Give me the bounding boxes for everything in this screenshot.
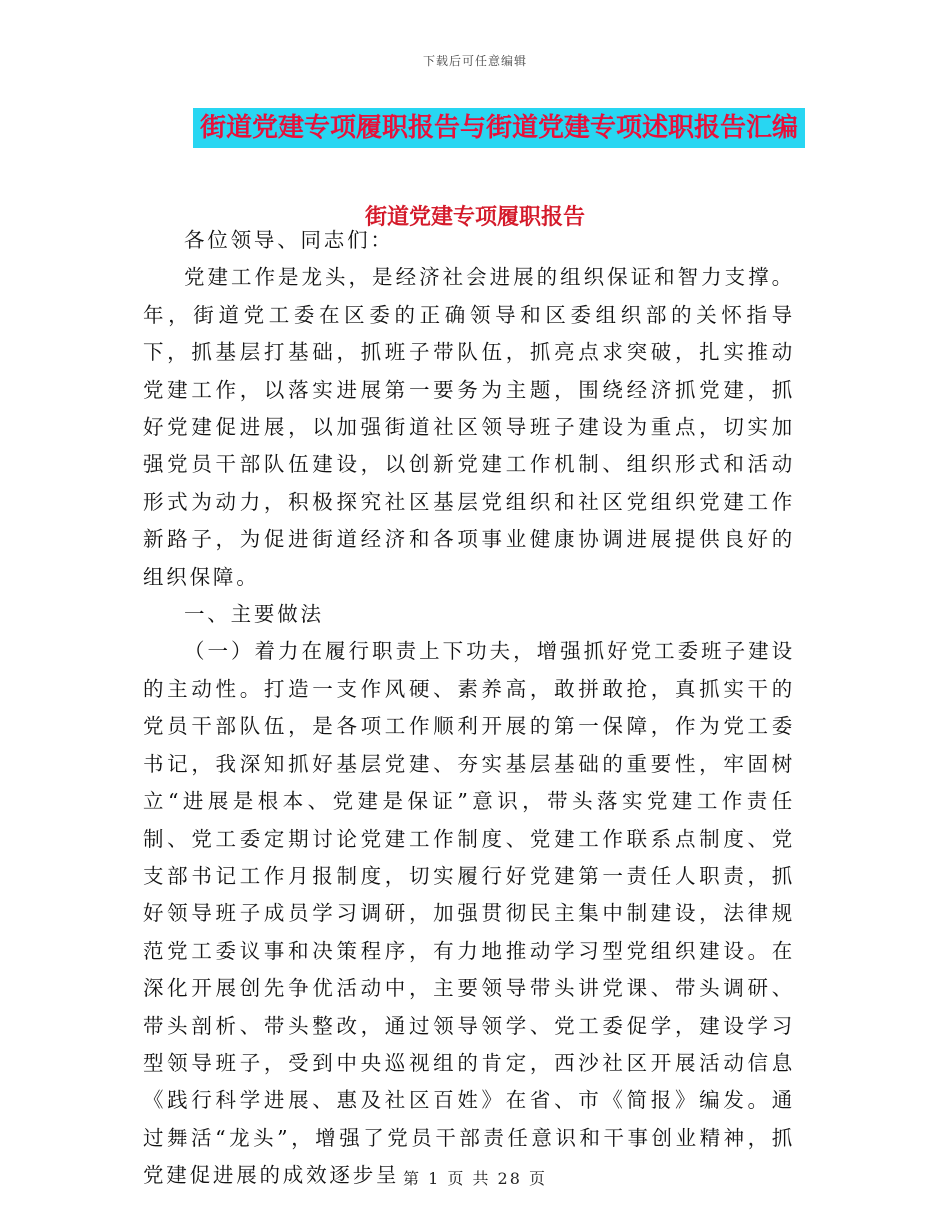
section-heading: 一、主要做法 (184, 602, 324, 627)
page-number: 第 1 页 共 28 页 (403, 1169, 547, 1188)
intro-paragraph: 党建工作是龙头，是经济社会进展的组织保证和智力支撑。年，街道党工委在区委的正确领导和区委组织部的关怀指导下，抓基层打基础，抓班子带队伍，抓亮点求突破，扎实推动党建工作，以落实进展第一要务为主题，围绕经济抓党建，抓好党建促进展，以加强街道社区领导班子建设为重点，切实加强党员干部队伍建设，以创新党建工作机制、组织形式和活动形式为动力，积极探究社区基层党组织和社区党组织党建工作新路子，为促进街道经济和各项事业健康协调进展提供良好的组织保障。 (143, 265, 795, 589)
document-body (143, 222, 795, 1195)
header-note: 下载后可任意编辑 (422, 54, 527, 68)
document-main-title: 街道党建专项履职报告与街道党建专项述职报告汇编 (193, 108, 805, 148)
method-paragraph: （一）着力在履行职责上下功夫，增强抓好党工委班子建设的主动性。打造一支作风硬、素养高，敢拼敢抢，真抓实干的党员干部队伍，是各项工作顺利开展的第一保障，作为党工委书记，我深知抓好基层党建、夯实基层基础的重要性，牢固树立“进展是根本、党建是保证”意识，带头落实党建工作责任制、党工委定期讨论党建工作制度、党建工作联系点制度、党支部书记工作月报制度，切实履行好党建第一责任人职责，抓好领导班子成员学习调研，加强贯彻民主集中制建设，法律规范党工委议事和决策程序，有力地推动学习型党组织建设。在深化开展创先争优活动中，主要领导带头讲党课、带头调研、带头剖析、带头整改，通过领导领学、党工委促学，建设学习型领导班子，受到中央巡视组的肯定，西沙社区开展活动信息《践行科学进展、惠及社区百姓》在省、市《简报》编发。通过舞活“龙头”，增强了党员干部责任意识和干事创业精神，抓党建促进展的成效逐步呈 (143, 639, 795, 1188)
greeting-paragraph: 各位领导、同志们： (184, 228, 394, 252)
document-sub-title: 街道党建专项履职报告 (364, 204, 585, 230)
